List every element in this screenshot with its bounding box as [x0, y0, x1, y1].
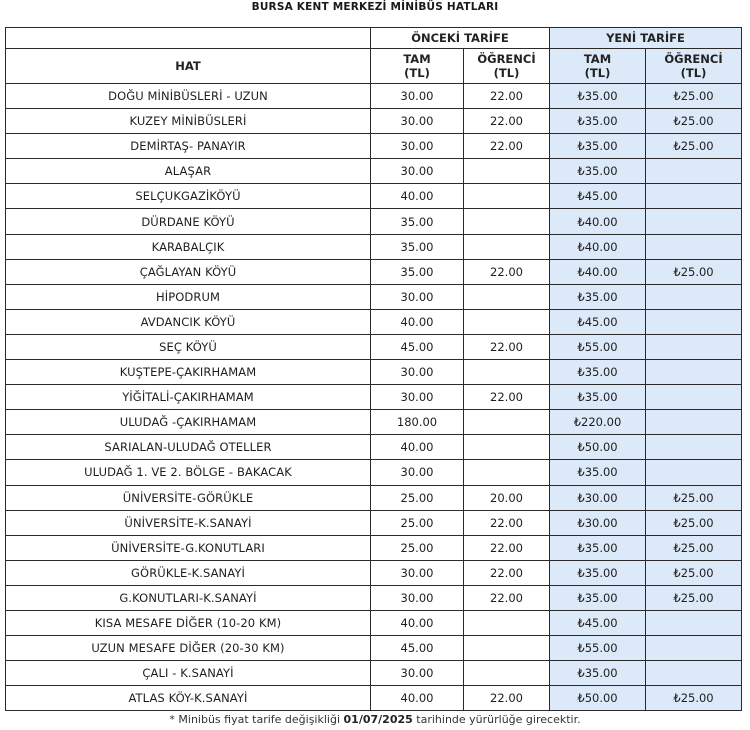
prev-full-fare-cell: 30.00 [371, 360, 464, 385]
new-student-fare-cell [646, 184, 742, 209]
route-name-cell: KUŞTEPE-ÇAKIRHAMAM [6, 360, 371, 385]
prev-student-fare-cell: 22.00 [464, 259, 550, 284]
prev-student-fare-cell [464, 410, 550, 435]
new-student-fare-cell: ₺25.00 [646, 259, 742, 284]
new-full-fare-cell: ₺45.00 [550, 184, 646, 209]
route-name-cell: ALAŞAR [6, 159, 371, 184]
header-new-student [646, 49, 742, 84]
table-row [6, 284, 742, 309]
route-name-cell: ÇALI - K.SANAYİ [6, 661, 371, 686]
prev-student-fare-cell: 22.00 [464, 385, 550, 410]
header-prev-full [371, 49, 464, 84]
new-full-fare-cell: ₺35.00 [550, 460, 646, 485]
new-full-fare-cell: ₺40.00 [550, 234, 646, 259]
prev-student-fare-cell: 22.00 [464, 585, 550, 610]
header-new-full-unit: (TL) [584, 66, 611, 80]
new-student-fare-cell [646, 209, 742, 234]
route-name-cell: KARABALÇIK [6, 234, 371, 259]
table-row [6, 360, 742, 385]
new-student-fare-cell [646, 435, 742, 460]
route-name-cell: ULUDAĞ 1. VE 2. BÖLGE - BAKACAK [6, 460, 371, 485]
prev-student-fare-cell [464, 209, 550, 234]
header-group-row [6, 28, 742, 49]
document-title: BURSA KENT MERKEZİ MİNİBÜS HATLARI [251, 1, 499, 13]
header-prev-full-label: TAM [403, 52, 431, 66]
header-hat: HAT [6, 49, 371, 84]
new-student-fare-cell: ₺25.00 [646, 686, 742, 711]
header-previous-tariff: ÖNCEKİ TARİFE [371, 28, 550, 49]
new-full-fare-cell: ₺220.00 [550, 410, 646, 435]
new-student-fare-cell [646, 284, 742, 309]
prev-student-fare-cell: 22.00 [464, 535, 550, 560]
new-full-fare-cell: ₺30.00 [550, 485, 646, 510]
prev-full-fare-cell: 30.00 [371, 661, 464, 686]
header-new-student-label: ÖĞRENCİ [664, 52, 723, 66]
route-name-cell: SELÇUKGAZİKÖYÜ [6, 184, 371, 209]
prev-full-fare-cell: 30.00 [371, 84, 464, 109]
prev-student-fare-cell: 22.00 [464, 334, 550, 359]
table-row [6, 560, 742, 585]
new-full-fare-cell: ₺55.00 [550, 334, 646, 359]
new-full-fare-cell: ₺55.00 [550, 636, 646, 661]
new-full-fare-cell: ₺35.00 [550, 109, 646, 134]
new-student-fare-cell: ₺25.00 [646, 134, 742, 159]
prev-full-fare-cell: 40.00 [371, 610, 464, 635]
prev-full-fare-cell: 40.00 [371, 435, 464, 460]
new-full-fare-cell: ₺35.00 [550, 585, 646, 610]
route-name-cell: ÜNİVERSİTE-G.KONUTLARI [6, 535, 371, 560]
prev-student-fare-cell [464, 460, 550, 485]
prev-full-fare-cell: 25.00 [371, 485, 464, 510]
new-full-fare-cell: ₺30.00 [550, 510, 646, 535]
prev-student-fare-cell: 20.00 [464, 485, 550, 510]
prev-student-fare-cell [464, 234, 550, 259]
prev-student-fare-cell [464, 360, 550, 385]
table-row [6, 686, 742, 711]
fare-table-body [6, 84, 742, 711]
prev-full-fare-cell: 40.00 [371, 686, 464, 711]
prev-full-fare-cell: 35.00 [371, 209, 464, 234]
new-full-fare-cell: ₺35.00 [550, 360, 646, 385]
header-column-row [6, 49, 742, 84]
prev-student-fare-cell [464, 610, 550, 635]
table-row [6, 460, 742, 485]
route-name-cell: HİPODRUM [6, 284, 371, 309]
new-student-fare-cell [646, 234, 742, 259]
prev-student-fare-cell: 22.00 [464, 560, 550, 585]
route-name-cell: YİĞİTALİ-ÇAKIRHAMAM [6, 385, 371, 410]
new-student-fare-cell: ₺25.00 [646, 109, 742, 134]
new-full-fare-cell: ₺40.00 [550, 209, 646, 234]
prev-full-fare-cell: 45.00 [371, 334, 464, 359]
header-empty-cell [6, 28, 371, 49]
prev-full-fare-cell: 45.00 [371, 636, 464, 661]
route-name-cell: DEMİRTAŞ- PANAYIR [6, 134, 371, 159]
table-row [6, 435, 742, 460]
route-name-cell: ÇAĞLAYAN KÖYÜ [6, 259, 371, 284]
new-full-fare-cell: ₺35.00 [550, 284, 646, 309]
table-row [6, 234, 742, 259]
prev-full-fare-cell: 35.00 [371, 259, 464, 284]
header-prev-student-label: ÖĞRENCİ [477, 52, 536, 66]
prev-student-fare-cell [464, 309, 550, 334]
prev-full-fare-cell: 25.00 [371, 535, 464, 560]
new-student-fare-cell [646, 334, 742, 359]
route-name-cell: UZUN MESAFE DİĞER (20-30 KM) [6, 636, 371, 661]
route-name-cell: ULUDAĞ -ÇAKIRHAMAM [6, 410, 371, 435]
prev-full-fare-cell: 40.00 [371, 309, 464, 334]
footnote [0, 713, 750, 726]
table-row [6, 661, 742, 686]
new-student-fare-cell: ₺25.00 [646, 485, 742, 510]
route-name-cell: ÜNİVERSİTE-GÖRÜKLE [6, 485, 371, 510]
new-full-fare-cell: ₺35.00 [550, 159, 646, 184]
fare-table-header [6, 28, 742, 84]
header-prev-full-unit: (TL) [404, 66, 430, 80]
new-student-fare-cell: ₺25.00 [646, 84, 742, 109]
new-student-fare-cell: ₺25.00 [646, 510, 742, 535]
prev-full-fare-cell: 30.00 [371, 109, 464, 134]
prev-student-fare-cell [464, 159, 550, 184]
table-row [6, 259, 742, 284]
new-full-fare-cell: ₺45.00 [550, 309, 646, 334]
table-row [6, 134, 742, 159]
table-row [6, 159, 742, 184]
new-full-fare-cell: ₺35.00 [550, 134, 646, 159]
new-student-fare-cell: ₺25.00 [646, 585, 742, 610]
table-row [6, 410, 742, 435]
footnote-suffix: tarihinde yürürlüğe girecektir. [412, 713, 581, 726]
new-student-fare-cell: ₺25.00 [646, 535, 742, 560]
prev-student-fare-cell [464, 636, 550, 661]
prev-full-fare-cell: 30.00 [371, 284, 464, 309]
route-name-cell: ÜNİVERSİTE-K.SANAYİ [6, 510, 371, 535]
new-full-fare-cell: ₺40.00 [550, 259, 646, 284]
new-student-fare-cell [646, 159, 742, 184]
footnote-prefix: * Minibüs fiyat tarife değişikliği [169, 713, 344, 726]
route-name-cell: SEÇ KÖYÜ [6, 334, 371, 359]
route-name-cell: AVDANCIK KÖYÜ [6, 309, 371, 334]
prev-student-fare-cell [464, 284, 550, 309]
prev-full-fare-cell: 30.00 [371, 385, 464, 410]
header-new-tariff: YENİ TARİFE [550, 28, 742, 49]
new-full-fare-cell: ₺35.00 [550, 560, 646, 585]
new-full-fare-cell: ₺35.00 [550, 84, 646, 109]
table-row [6, 535, 742, 560]
table-row [6, 184, 742, 209]
prev-student-fare-cell [464, 661, 550, 686]
table-row [6, 109, 742, 134]
new-full-fare-cell: ₺35.00 [550, 385, 646, 410]
table-row [6, 209, 742, 234]
header-prev-student [464, 49, 550, 84]
route-name-cell: DOĞU MİNİBÜSLERİ - UZUN [6, 84, 371, 109]
table-row [6, 610, 742, 635]
new-student-fare-cell [646, 661, 742, 686]
new-student-fare-cell [646, 460, 742, 485]
fare-table [5, 27, 742, 711]
prev-full-fare-cell: 30.00 [371, 585, 464, 610]
header-new-full [550, 49, 646, 84]
prev-full-fare-cell: 30.00 [371, 134, 464, 159]
route-name-cell: SARIALAN-ULUDAĞ OTELLER [6, 435, 371, 460]
prev-full-fare-cell: 30.00 [371, 159, 464, 184]
new-student-fare-cell [646, 636, 742, 661]
prev-student-fare-cell: 22.00 [464, 510, 550, 535]
table-row [6, 84, 742, 109]
prev-full-fare-cell: 180.00 [371, 410, 464, 435]
route-name-cell: KUZEY MİNİBÜSLERİ [6, 109, 371, 134]
new-student-fare-cell [646, 360, 742, 385]
route-name-cell: KISA MESAFE DİĞER (10-20 KM) [6, 610, 371, 635]
prev-full-fare-cell: 30.00 [371, 560, 464, 585]
new-full-fare-cell: ₺45.00 [550, 610, 646, 635]
new-full-fare-cell: ₺35.00 [550, 661, 646, 686]
prev-student-fare-cell: 22.00 [464, 686, 550, 711]
prev-student-fare-cell: 22.00 [464, 134, 550, 159]
table-row [6, 585, 742, 610]
header-prev-student-unit: (TL) [493, 66, 520, 80]
new-full-fare-cell: ₺50.00 [550, 686, 646, 711]
route-name-cell: G.KONUTLARI-K.SANAYİ [6, 585, 371, 610]
table-row [6, 309, 742, 334]
header-new-student-unit: (TL) [680, 66, 707, 80]
route-name-cell: DÜRDANE KÖYÜ [6, 209, 371, 234]
prev-student-fare-cell: 22.00 [464, 109, 550, 134]
new-full-fare-cell: ₺50.00 [550, 435, 646, 460]
prev-full-fare-cell: 30.00 [371, 460, 464, 485]
header-new-full-label: TAM [583, 52, 612, 66]
prev-full-fare-cell: 25.00 [371, 510, 464, 535]
prev-full-fare-cell: 35.00 [371, 234, 464, 259]
prev-student-fare-cell [464, 184, 550, 209]
footnote-date: 01/07/2025 [343, 713, 413, 726]
prev-student-fare-cell [464, 435, 550, 460]
prev-full-fare-cell: 40.00 [371, 184, 464, 209]
new-student-fare-cell: ₺25.00 [646, 560, 742, 585]
new-full-fare-cell: ₺35.00 [550, 535, 646, 560]
route-name-cell: ATLAS KÖY-K.SANAYİ [6, 686, 371, 711]
route-name-cell: GÖRÜKLE-K.SANAYİ [6, 560, 371, 585]
table-row [6, 510, 742, 535]
new-student-fare-cell [646, 309, 742, 334]
table-row [6, 485, 742, 510]
prev-student-fare-cell: 22.00 [464, 84, 550, 109]
new-student-fare-cell [646, 410, 742, 435]
table-row [6, 334, 742, 359]
new-student-fare-cell [646, 385, 742, 410]
new-student-fare-cell [646, 610, 742, 635]
table-row [6, 385, 742, 410]
table-row [6, 636, 742, 661]
